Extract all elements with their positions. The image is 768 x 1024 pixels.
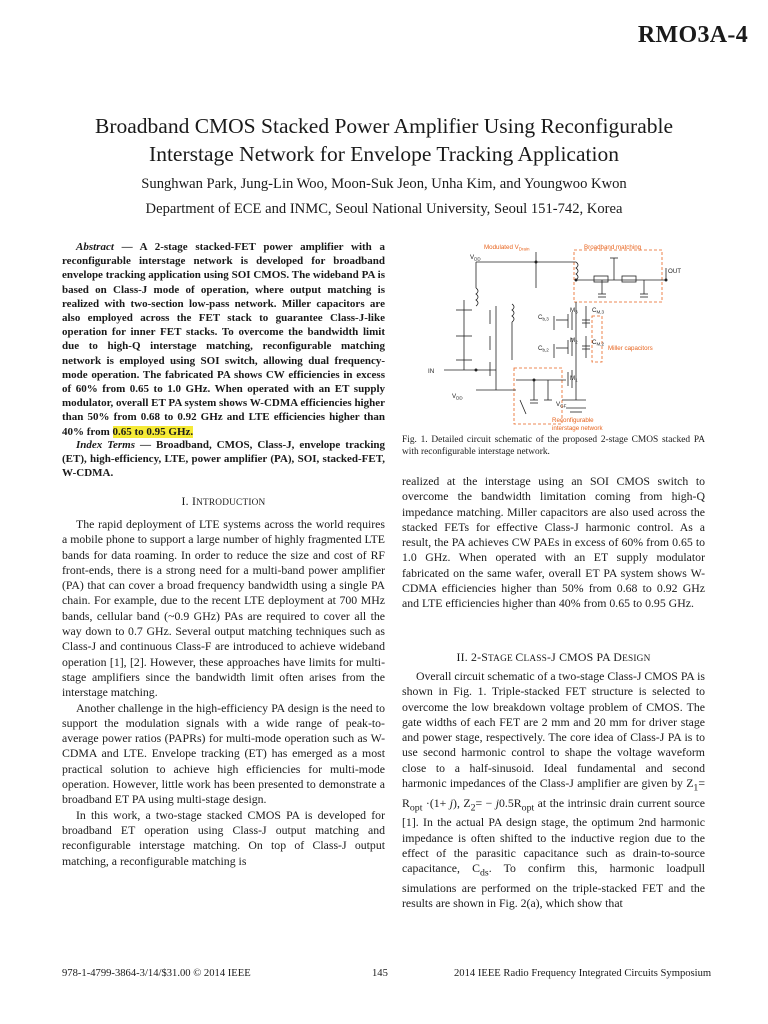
section-heading-class-j-design: [402, 650, 705, 665]
ropt-sub: opt: [409, 802, 423, 814]
title-line-2: Interstage Network for Envelope Tracking Application: [149, 142, 619, 166]
introduction-body: [62, 517, 385, 869]
section-2-number: II. 2-: [456, 650, 482, 664]
label-out: OUT: [668, 268, 682, 275]
section-2-text-start: Overall circuit schematic of a two-stage Class-J CMOS PA is shown in Fig. 1. Triple-stacked FET structure is selected to overcome the low breakdown voltage problem of CMOS. The gate widths of each FET are 2 mm and 20 mm for driver stage and power stage, respectively. The core idea of Class-J PA is to use second harmonic control to shape the voltage waveform close to a half-sinusoid. Ideal fundamental and second harmonic impedances of the Class-J amplifier are given by Z: [402, 669, 705, 791]
introduction-continuation: [402, 474, 705, 612]
label-miller-capacitors: Miller capacitors: [608, 345, 653, 352]
label-vdd-bottom-sub: DD: [456, 395, 463, 401]
index-terms-dash: —: [134, 439, 156, 451]
section-1-head-first: I: [191, 494, 197, 508]
z2-sub: 2: [470, 802, 476, 814]
svg-text:CM,2: [592, 339, 604, 347]
section-2-paragraph-1: [402, 669, 705, 912]
svg-text:VDD: [470, 254, 481, 262]
intro-continuation-text: realized at the interstage using an SOI CMOS switch to overcome the bandwidth limitation coming from high-Q impedance matching. Miller capacitors are also used across the stacked FETs for effective Class-J harmonic control. As a result, the PA achieves CW PAEs in excess of 60% from 0.65 to 1.0 GHz. When operated with an ET supply modulator fabricated on the same wafer, overall ET PA system shows W-CDMA efficiencies higher than 50% from 0.68 to 0.92 GHz and LTE efficiencies higher than 40% from 0.65 to 0.95 GHz.: [402, 474, 705, 611]
section-2-head-tage: TAGE: [488, 654, 516, 664]
label-m2-sub: 2: [575, 339, 578, 345]
section-2-head-s: S: [481, 650, 489, 664]
ropt2-sub: opt: [521, 802, 535, 814]
eq-1: = R: [402, 776, 705, 810]
footer-conference: 2014 IEEE Radio Frequency Integrated Circuits Symposium: [454, 968, 712, 979]
label-cb3: C: [538, 314, 543, 321]
section-2-head-lass: LASS: [523, 654, 548, 664]
svg-text:Cb,3: [538, 314, 549, 322]
svg-text:M2: [570, 337, 578, 345]
label-vdd-bottom: V: [452, 393, 457, 400]
paper-id: RMO3A-4: [637, 22, 748, 48]
svg-text:Cb,2: [538, 345, 549, 353]
section-2-head-esign: ESIGN: [622, 654, 651, 664]
label-modulated-vdrain: Modulated V: [484, 244, 519, 251]
index-terms-lead: Index Terms: [76, 439, 135, 451]
label-vgf-sub: GF: [560, 403, 567, 409]
j-1: j: [449, 795, 454, 810]
title-line-1: Broadband CMOS Stacked Power Amplifier Using Reconfigurable: [94, 114, 673, 138]
svg-text:VGF: [556, 401, 567, 409]
label-modulated-vdrain-sub: Drain: [518, 246, 530, 252]
intro-paragraph-1: The rapid deployment of LTE systems across the world requires a mobile phone to support a large number of highly fragmented LTE bands for data roaming. In order to reduce the size and cost of RF front-ends, there is a strong need for a multi-band power amplifier (PA) that can cover a broad frequency bandwidth using a single PA chain. For example, due to the recent LTE deployment at 700 MHz bands, cellular band (~0.9 GHz) PAs are required to cover all the way down to 0.7 GHz. Several output matching techniques such as Class-J and continuous Class-F are introduced to achieve wideband operation [1], [2]. However, these approaches have limits for multi-stage amplifiers since the bandwidth limit often arises from the interstage matching.: [62, 517, 385, 700]
abstract-dash: —: [113, 241, 140, 253]
abstract-lead: Abstract: [76, 241, 114, 253]
intro-paragraph-2: Another challenge in the high-efficiency PA design is the need to support the modulation signals with a wide range of peak-to-average power ratios (PAPRs) for multi-mode operation such as W-CDMA and LTE. Envelope tracking (ET) has emerged as a most practical solution to achieve high efficiencies for multi-mode operation. However, little work has been presented to demonstrate a broadband ET PA using multi-stage design.: [62, 700, 385, 807]
label-in: IN: [428, 368, 435, 375]
label-vgf: V: [556, 401, 561, 408]
label-m3: M: [570, 307, 576, 314]
intro-paragraph-3: In this work, a two-stage stacked CMOS PA is developed for broadband ET operation using Class-J output matching and reconfigurable interstage matching. On top of Class-J output matching, a reconfigurable matching is: [62, 807, 385, 868]
label-cm3-sub: M,3: [596, 309, 604, 315]
label-cm2-sub: M,2: [596, 341, 604, 347]
authors: Sunghwan Park, Jung-Lin Woo, Moon-Suk Jeon, Unha Kim, and Youngwoo Kwon: [141, 176, 627, 192]
section-2-head-j: -J CMOS PA D: [547, 650, 623, 664]
svg-text:VDD: [452, 393, 463, 401]
section-1-number: I.: [181, 494, 192, 508]
label-broadband-matching: Broadband matching: [584, 244, 642, 251]
eq-2: = −: [475, 795, 493, 810]
cds-sub: ds: [479, 867, 489, 879]
footer-page-number: 145: [372, 968, 388, 979]
svg-text:CM,3: [592, 307, 604, 315]
eq-2b: 0.5R: [499, 795, 522, 810]
section-2-head-c: C: [515, 650, 524, 664]
section-2-body: [402, 669, 705, 912]
label-m3-sub: 3: [575, 309, 578, 315]
label-cm2: C: [592, 339, 597, 346]
abstract: [62, 240, 385, 439]
label-cb2-sub: b,2: [542, 347, 549, 353]
label-m1-sub: 1: [575, 377, 578, 383]
index-terms-body: Broadband, CMOS, Class-J, envelope tracking (ET), high-efficiency, LTE, power amplifier (PA), SOI, stacked-FET, W-CDMA.: [62, 439, 386, 480]
svg-text:Modulated VDrain: [484, 244, 530, 252]
label-interstage-network: interstage network: [552, 425, 603, 432]
affiliation: Department of ECE and INMC, Seoul National University, Seoul 151-742, Korea: [145, 201, 623, 217]
j-2: j: [495, 795, 500, 810]
footer-copyright: 978-1-4799-3864-3/14/$31.00 © 2014 IEEE: [62, 968, 251, 979]
label-m1: M: [570, 375, 576, 382]
section-1-head-rest: NTRODUCTION: [196, 498, 266, 508]
label-cb2: C: [538, 345, 543, 352]
circuit-schematic-figure: [416, 240, 706, 436]
z1-sub: 1: [693, 782, 699, 794]
svg-text:M3: [570, 307, 578, 315]
label-vdd-top-sub: DD: [474, 256, 481, 262]
abstract-body: A 2-stage stacked-FET power amplifier with a reconfigurable interstage network is developed for broadband envelope tracking application using SOI CMOS. The wideband PA is based on Class-J mode of operation, where output matching is realized with two-section low-pass network. Miller capacitors are also employed across the FET stack to guarantee Class-J-like operation for inner FET stacks. To overcome the bandwidth limit due to high-Q interstage matching, reconfigurable matching network is employed using SOI switch, allowing dual frequency-mode operation. The fabricated PA shows CW efficiencies in excess of 60% from 0.65 to 1.0 GHz. When operated with an ET supply modulator, overall ET PA system shows W-CDMA efficiencies higher than 50% from 0.68 to 0.92 GHz and LTE efficiencies higher than 40% from: [62, 241, 385, 438]
paper-title: [40, 112, 728, 168]
svg-text:M1: [570, 375, 578, 383]
section-2-text-tail: . To confirm this, harmonic loadpull simulations are performed on the triple-stacked FET and the results are shown in Fig. 2(a), which show that: [402, 861, 705, 911]
label-cb3-sub: b,3: [542, 316, 549, 322]
figure-caption: Fig. 1. Detailed circuit schematic of the proposed 2-stage CMOS stacked PA with reconfigurable interstage network.: [402, 435, 705, 457]
circuit-schematic: [416, 240, 706, 436]
label-vdd-top: V: [470, 254, 475, 261]
section-heading-introduction: [62, 494, 385, 509]
abstract-highlight: 0.65 to 0.95 GHz.: [112, 425, 194, 438]
eq-1c: ), Z: [453, 795, 471, 810]
label-reconfigurable: Reconfigurable: [552, 417, 594, 424]
label-cm3: C: [592, 307, 597, 314]
index-terms: [62, 438, 385, 481]
eq-1b: ·(1+: [422, 795, 450, 810]
label-m2: M: [570, 337, 576, 344]
section-2-text-end: at the intrinsic drain current source [1]. In the actual PA design stage, the optimum 2nd harmonic impedance is often shifted to the inductive region due to the effect of the parasitic capacitance such as drain-to-source capacitance, C: [402, 795, 705, 876]
